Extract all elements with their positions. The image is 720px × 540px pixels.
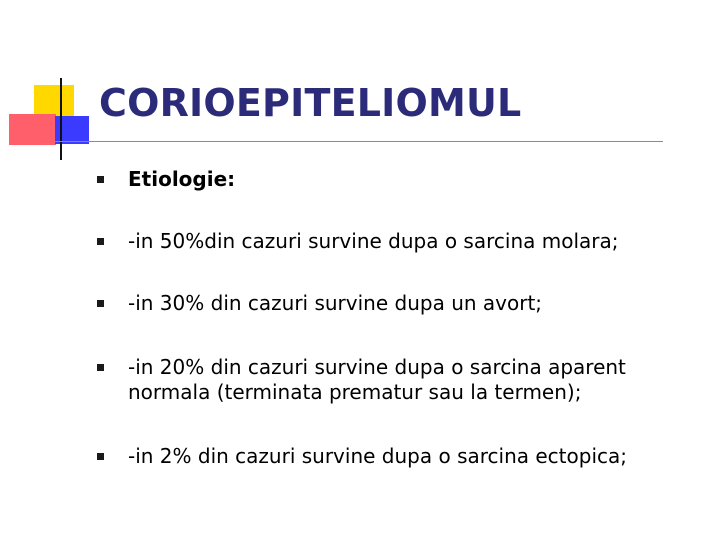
bullet-square-icon xyxy=(97,364,104,371)
bullet-text: -in 20% din cazuri survine dupa o sarcina aparent normala (terminata prematur sau la termen); xyxy=(128,355,626,404)
bullet-text: -in 2% din cazuri survine dupa o sarcina ectopica; xyxy=(128,444,627,468)
bullet-text: -in 30% din cazuri survine dupa un avort; xyxy=(128,291,543,315)
bullet-square-icon xyxy=(97,176,104,183)
bullet-square-icon xyxy=(97,453,104,460)
bullet-square-icon xyxy=(97,238,104,245)
bullet-text: Etiologie: xyxy=(128,167,236,191)
bullet-square-icon xyxy=(97,300,104,307)
slide-title: CORIOEPITELIOMUL xyxy=(99,81,522,125)
bullet-text: -in 50%din cazuri survine dupa o sarcina molara; xyxy=(128,229,619,253)
